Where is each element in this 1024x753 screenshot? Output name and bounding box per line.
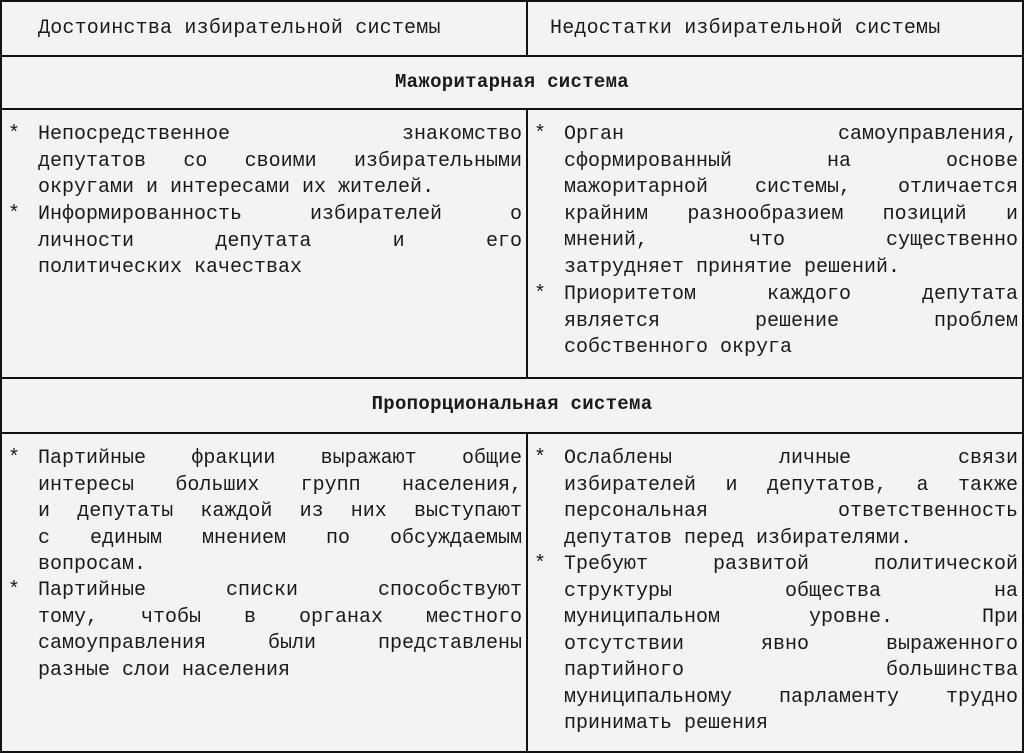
text-line: разные слои населения [38, 658, 291, 682]
majoritarian-disadvantages-cell [528, 110, 1022, 377]
text-line: Приоритетом каждого депутата [564, 283, 1018, 306]
bullet-asterisk: * [8, 203, 21, 226]
bullet-asterisk: * [8, 579, 21, 602]
bullet-asterisk: * [534, 123, 547, 146]
list-item [534, 122, 1018, 281]
text-line: депутатов со своими избирательными [38, 149, 522, 173]
header-cell-advantages [2, 2, 528, 55]
section-title-row-majoritarian [2, 57, 1022, 110]
text-line: крайним разнообразием позиций и [564, 202, 1018, 226]
text-line: депутатов перед избирателями. [564, 526, 913, 550]
text-line: Непосредственное знакомство [38, 123, 522, 146]
text-line: округами и интересами их жителей. [38, 176, 435, 199]
bullet-asterisk: * [534, 447, 547, 470]
header-advantages-label: Достоинства избирательной системы [38, 17, 441, 40]
header-disadvantages-label: Недостатки избирательной системы [550, 17, 941, 40]
text-line: тому, чтобы в органах местного [38, 605, 522, 629]
text-line: сформированный на основе [564, 149, 1018, 173]
bullet-asterisk: * [8, 447, 21, 470]
list-item [534, 282, 1018, 362]
text-line: вопросам. [38, 553, 147, 576]
text-line: персональная ответственность [564, 500, 1018, 523]
bullet-asterisk: * [8, 123, 21, 146]
text-line: муниципальном уровне. При [564, 606, 1018, 629]
text-line: является решение проблем [564, 309, 1018, 333]
text-line: с единым мнением по обсуждаемым [38, 526, 522, 550]
text-line: политических качествах [38, 256, 303, 279]
text-line: избирателей и депутатов, а также [564, 473, 1018, 497]
text-line: и депутаты каждой из них выступают [38, 500, 522, 523]
proportional-advantages-cell [2, 434, 528, 753]
text-line: Ослаблены личные связи [564, 447, 1018, 470]
text-line: самоуправления были представлены [38, 632, 522, 655]
text-line: мнений, что существенно [564, 229, 1018, 252]
text-line: Требуют развитой политической [564, 553, 1018, 576]
table-header-row [2, 2, 1022, 57]
section-title-row-proportional [2, 379, 1022, 434]
content-row-majoritarian [2, 110, 1022, 379]
majoritarian-advantages-cell [2, 110, 528, 377]
text-line: Информированность избирателей о [38, 203, 522, 226]
content-row-proportional [2, 434, 1022, 753]
text-line: мажоритарной системы, отличается [564, 176, 1018, 199]
bullet-asterisk: * [534, 283, 547, 306]
list-item [534, 552, 1018, 738]
text-line: затрудняет принятие решений. [564, 255, 901, 279]
text-line: личности депутата и его [38, 229, 522, 253]
text-line: интересы больших групп населения, [38, 473, 522, 497]
section-title-proportional: Пропорциональная система [371, 393, 653, 415]
list-item [8, 578, 522, 684]
text-line: принимать решения [564, 712, 769, 735]
list-item [8, 446, 522, 579]
bullet-asterisk: * [534, 553, 547, 576]
text-line: муниципальному парламенту трудно [564, 685, 1018, 709]
text-line: Партийные списки способствуют [38, 579, 522, 602]
text-line: структуры общества на [564, 579, 1018, 603]
list-item [8, 122, 522, 202]
header-cell-disadvantages [528, 2, 1022, 55]
text-line: отсутствии явно выраженного [564, 632, 1018, 656]
section-title-majoritarian: Мажоритарная система [394, 71, 630, 93]
text-line: Орган самоуправления, [564, 123, 1018, 146]
list-item [8, 202, 522, 282]
text-line: собственного округа [564, 336, 793, 359]
proportional-disadvantages-cell [528, 434, 1022, 753]
list-item [534, 446, 1018, 552]
text-line: Партийные фракции выражают общие [38, 447, 522, 470]
text-line: партийного большинства [564, 659, 1018, 682]
